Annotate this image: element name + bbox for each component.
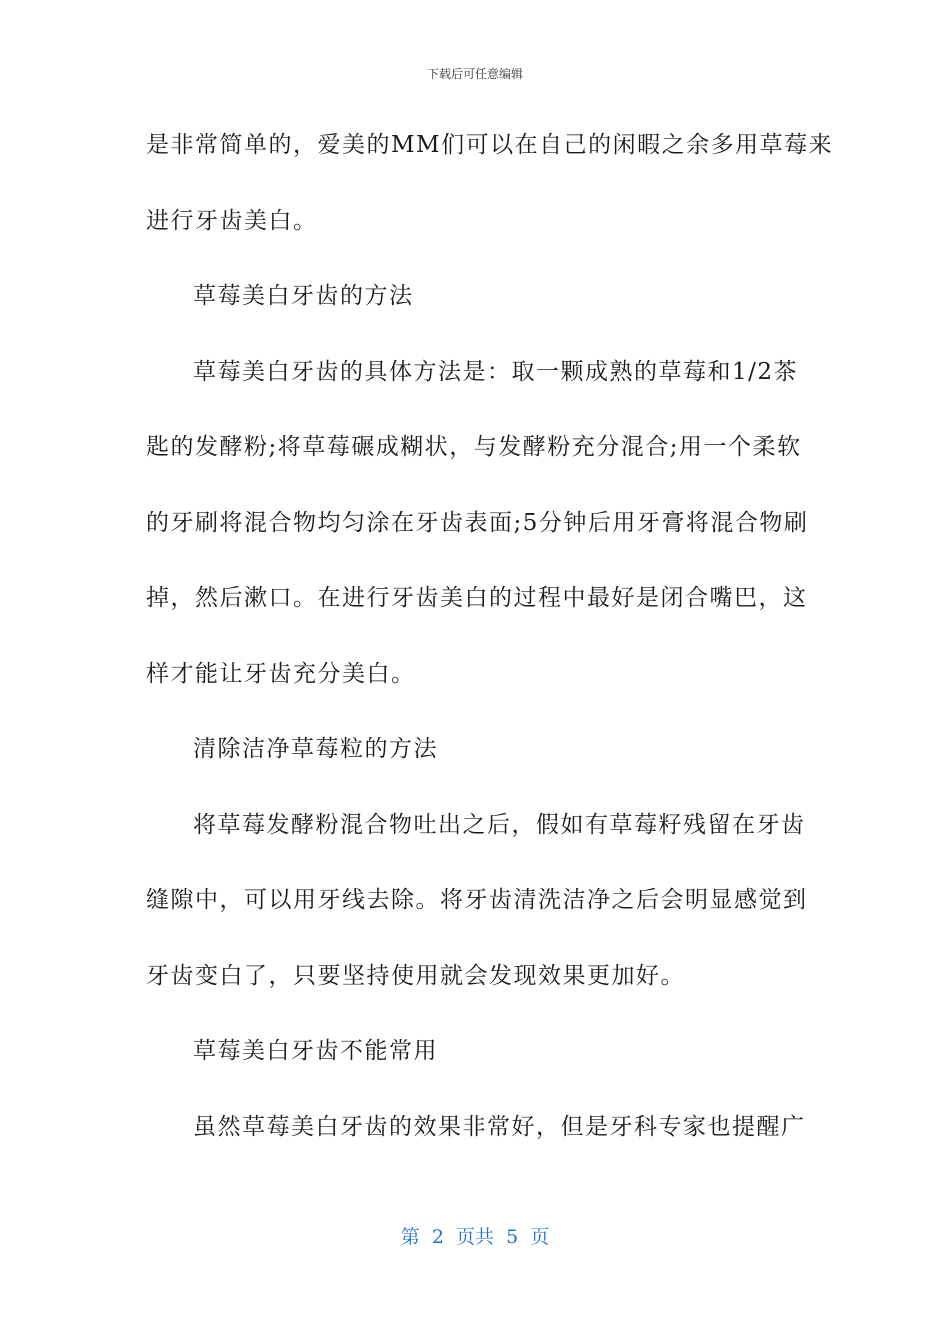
body-line: 匙的发酵粉;将草莓碾成糊状，与发酵粉充分混合;用一个柔软 xyxy=(146,434,802,460)
body-line: 掉，然后漱口。在进行牙齿美白的过程中最好是闭合嘴巴，这 xyxy=(146,585,808,611)
body-line: 缝隙中，可以用牙线去除。将牙齿清洗洁净之后会明显感觉到 xyxy=(146,887,808,913)
section-heading: 草莓美白牙齿的方法 xyxy=(193,283,414,309)
body-line: 进行牙齿美白。 xyxy=(146,207,318,234)
body-line: 样才能让牙齿充分美白。 xyxy=(146,660,416,687)
body-line: 牙齿变白了，只要坚持使用就会发现效果更加好。 xyxy=(146,962,685,989)
section-heading: 草莓美白牙齿不能常用 xyxy=(193,1038,438,1064)
paragraph-start-line: 草莓美白牙齿的具体方法是：取一颗成熟的草莓和1/2茶 xyxy=(193,358,799,385)
page-number-footer: 第 2 页共 5 页 xyxy=(400,1226,550,1248)
document-body xyxy=(146,118,834,1175)
paragraph-start-line: 虽然草莓美白牙齿的效果非常好，但是牙科专家也提醒广 xyxy=(193,1113,806,1140)
section-heading: 清除洁净草莓粒的方法 xyxy=(193,736,438,762)
body-line: 是非常简单的，爱美的MM们可以在自己的闲暇之余多用草莓来 xyxy=(146,132,834,158)
body-line: 的牙刷将混合物均匀涂在牙齿表面;5分钟后用牙膏将混合物刷 xyxy=(146,509,809,536)
paragraph-start-line: 将草莓发酵粉混合物吐出之后，假如有草莓籽残留在牙齿 xyxy=(193,811,806,838)
page-header: 下载后可任意编辑 xyxy=(426,67,523,81)
